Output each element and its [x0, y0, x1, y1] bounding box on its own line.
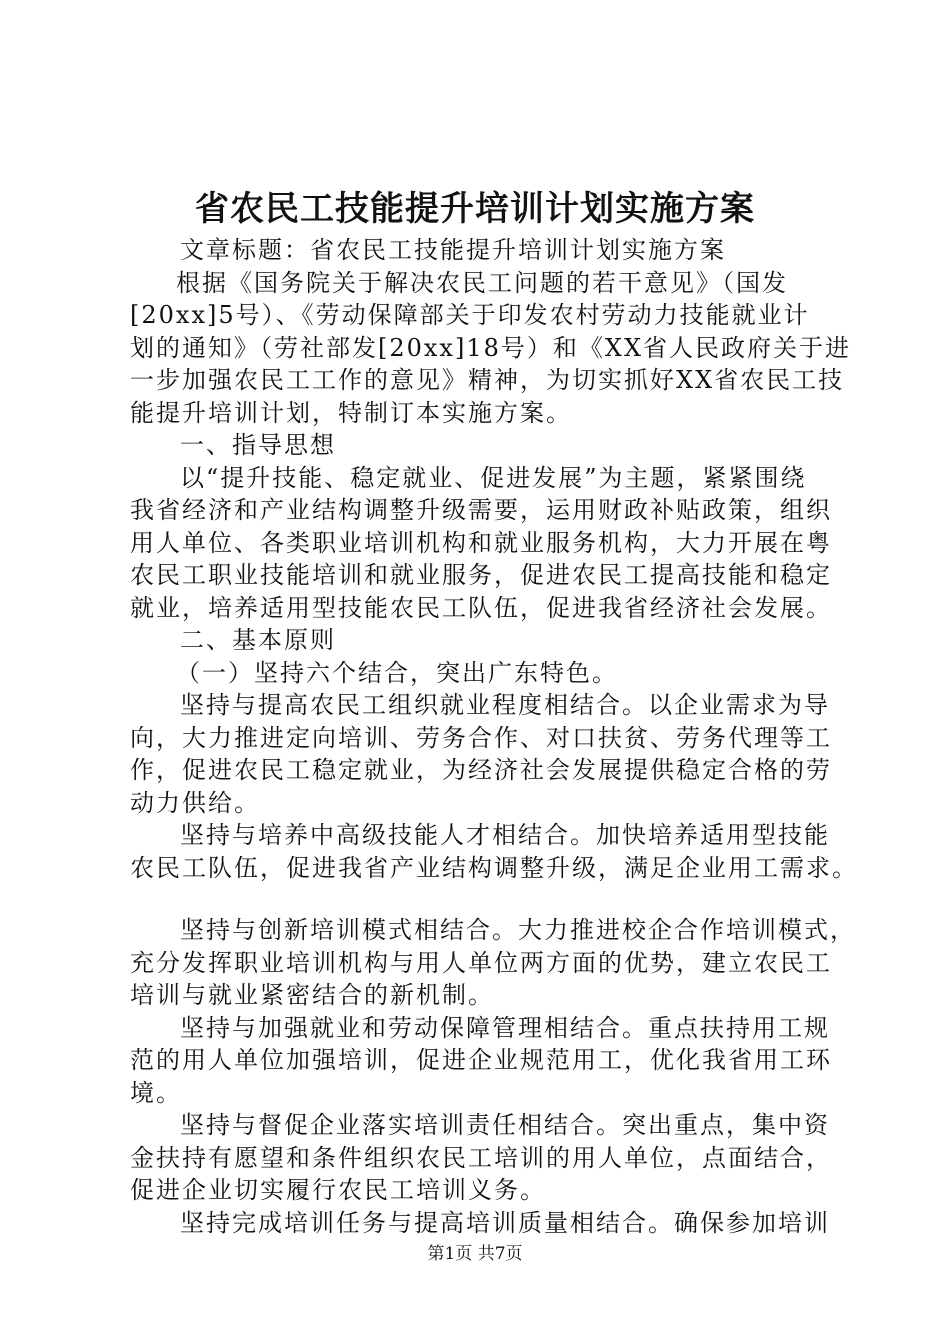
paragraph-line: 境。	[130, 1078, 182, 1107]
paragraph-line: 用人单位、各类职业培训机构和就业服务机构，大力开展在粤	[130, 528, 832, 557]
paragraph-line: 坚持与加强就业和劳动保障管理相结合。重点扶持用工规	[180, 1013, 830, 1042]
document-body	[130, 234, 858, 1239]
page-number-footer: 第1页 共7页	[427, 1244, 523, 1264]
paragraph-line: 坚持完成培训任务与提高培训质量相结合。确保参加培训	[180, 1208, 830, 1237]
paragraph-line: 根据《国务院关于解决农民工问题的若干意见》（国发	[176, 268, 788, 297]
paragraph-line: 促进企业切实履行农民工培训义务。	[130, 1176, 546, 1204]
paragraph-line: 能提升培训计划，特制订本实施方案。	[130, 398, 572, 427]
paragraph-gap	[130, 884, 830, 914]
paragraph-line: 坚持与创新培训模式相结合。大力推进校企合作培训模式，	[180, 916, 856, 944]
paragraph-line: 一步加强农民工工作的意见》精神，为切实抓好XX省农民工技	[130, 366, 845, 394]
paragraph-line: 坚持与督促企业落实培训责任相结合。突出重点，集中资	[180, 1111, 830, 1139]
paragraph-line: 作，促进农民工稳定就业，为经济社会发展提供稳定合格的劳	[130, 756, 832, 784]
paragraph-line: 农民工职业技能培训和就业服务，促进农民工提高技能和稳定	[130, 561, 832, 589]
paragraph-line: 培训与就业紧密结合的新机制。	[130, 981, 494, 1009]
document-title: 省农民工技能提升培训计划实施方案	[195, 189, 755, 229]
paragraph-line: 划的通知》（劳社部发[20xx]18号）和《XX省人民政府关于进	[130, 333, 852, 362]
paragraph-line: [20xx]5号）、《劳动保障部关于印发农村劳动力技能就业计	[130, 301, 810, 329]
subsection-heading: （一）坚持六个结合，突出广东特色。	[176, 658, 618, 687]
paragraph-line: 范的用人单位加强培训，促进企业规范用工，优化我省用工环	[130, 1046, 832, 1074]
article-title-line: 文章标题：省农民工技能提升培训计划实施方案	[180, 236, 726, 264]
paragraph-line: 就业，培养适用型技能农民工队伍，促进我省经济社会发展。	[130, 593, 832, 622]
paragraph-line: 向，大力推进定向培训、劳务合作、对口扶贫、劳务代理等工	[130, 723, 832, 752]
paragraph-line: 动力供给。	[130, 788, 260, 817]
paragraph-line: 坚持与提高农民工组织就业程度相结合。以企业需求为导	[180, 691, 830, 719]
paragraph-line: 农民工队伍，促进我省产业结构调整升级，满足企业用工需求。	[130, 853, 858, 882]
paragraph-line: 我省经济和产业结构调整升级需要，运用财政补贴政策，组织	[130, 496, 832, 524]
paragraph-line: 坚持与培养中高级技能人才相结合。加快培养适用型技能	[180, 821, 830, 849]
section-heading-1: 一、指导思想	[180, 431, 336, 459]
paragraph-line: 金扶持有愿望和条件组织农民工培训的用人单位，点面结合，	[130, 1143, 832, 1172]
paragraph-line: 以“提升技能、稳定就业、促进发展”为主题，紧紧围绕	[180, 463, 807, 492]
paragraph-line: 充分发挥职业培训机构与用人单位两方面的优势，建立农民工	[130, 948, 832, 977]
section-heading-2: 二、基本原则	[180, 626, 336, 654]
